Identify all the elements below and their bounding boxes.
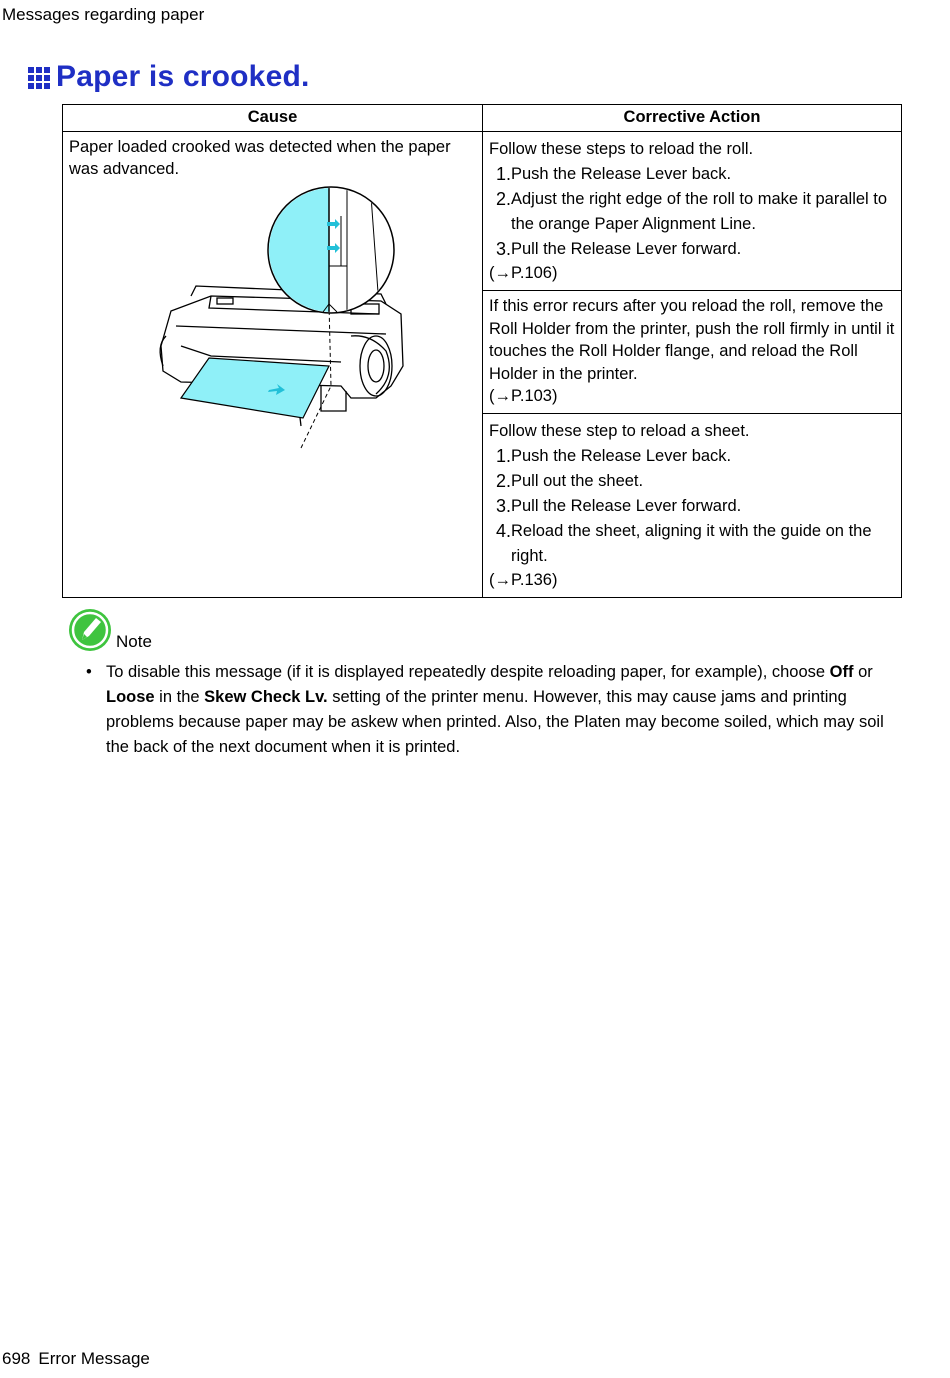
action-header: Corrective Action <box>483 105 902 132</box>
running-head: Messages regarding paper <box>2 5 205 24</box>
printer-illustration <box>151 186 411 451</box>
action-steps <box>489 444 895 569</box>
action-text: If this error recurs after you reload the roll, remove the Roll Holder from the printer, push the roll firmly in until it touches the Roll Holder flange, and reload the Roll Holder in the printer. <box>489 297 895 383</box>
action-cell-sheet <box>483 414 902 598</box>
pencil-icon <box>68 608 112 652</box>
note-label: Note <box>116 632 152 651</box>
list-item: 4. Reload the sheet, aligning it with the guide on the right. <box>495 521 872 565</box>
action-intro: Follow these steps to reload the roll. <box>489 140 754 158</box>
list-item: 3. Pull the Release Lever forward. <box>495 496 742 516</box>
note-heading <box>68 608 152 652</box>
grid-icon <box>28 67 50 89</box>
bullet: • <box>86 663 92 681</box>
page-number: 698 <box>2 1349 31 1368</box>
cause-header: Cause <box>63 105 483 132</box>
cause-cell <box>63 132 483 598</box>
list-item: 2. Pull out the sheet. <box>495 471 644 491</box>
page-ref: (→P.106) <box>489 264 558 282</box>
action-steps <box>489 162 895 262</box>
cause-action-table <box>62 104 902 598</box>
list-item: 3. Pull the Release Lever forward. <box>495 239 742 259</box>
action-intro: Follow these step to reload a sheet. <box>489 422 750 440</box>
title-row <box>28 60 310 94</box>
action-cell-rollholder <box>483 291 902 414</box>
action-cell-roll <box>483 132 902 291</box>
footer-section: Error Message <box>38 1349 150 1368</box>
note-text: To disable this message (if it is displayed repeatedly despite reloading paper, for example), choose Off or Loose in the Skew Check Lv. setting of the printer menu. However, this may cause jams and printing problems because paper may be askew when printed. Also, the Platen may become soiled, which may soil the back of the next document when it is printed. <box>106 663 884 756</box>
list-item: 1. Push the Release Lever back. <box>495 446 732 466</box>
note-list <box>86 660 901 760</box>
list-item <box>86 660 901 760</box>
page-ref: (→P.136) <box>489 571 558 589</box>
list-item: 2. Adjust the right edge of the roll to make it parallel to the orange Paper Alignment Line. <box>495 189 888 233</box>
list-item: 1. Push the Release Lever back. <box>495 164 732 184</box>
footer <box>2 1349 150 1369</box>
page-ref: (→P.103) <box>489 387 558 405</box>
cause-text: Paper loaded crooked was detected when the paper was advanced. <box>69 138 451 178</box>
page-title: Paper is crooked. <box>56 60 310 93</box>
